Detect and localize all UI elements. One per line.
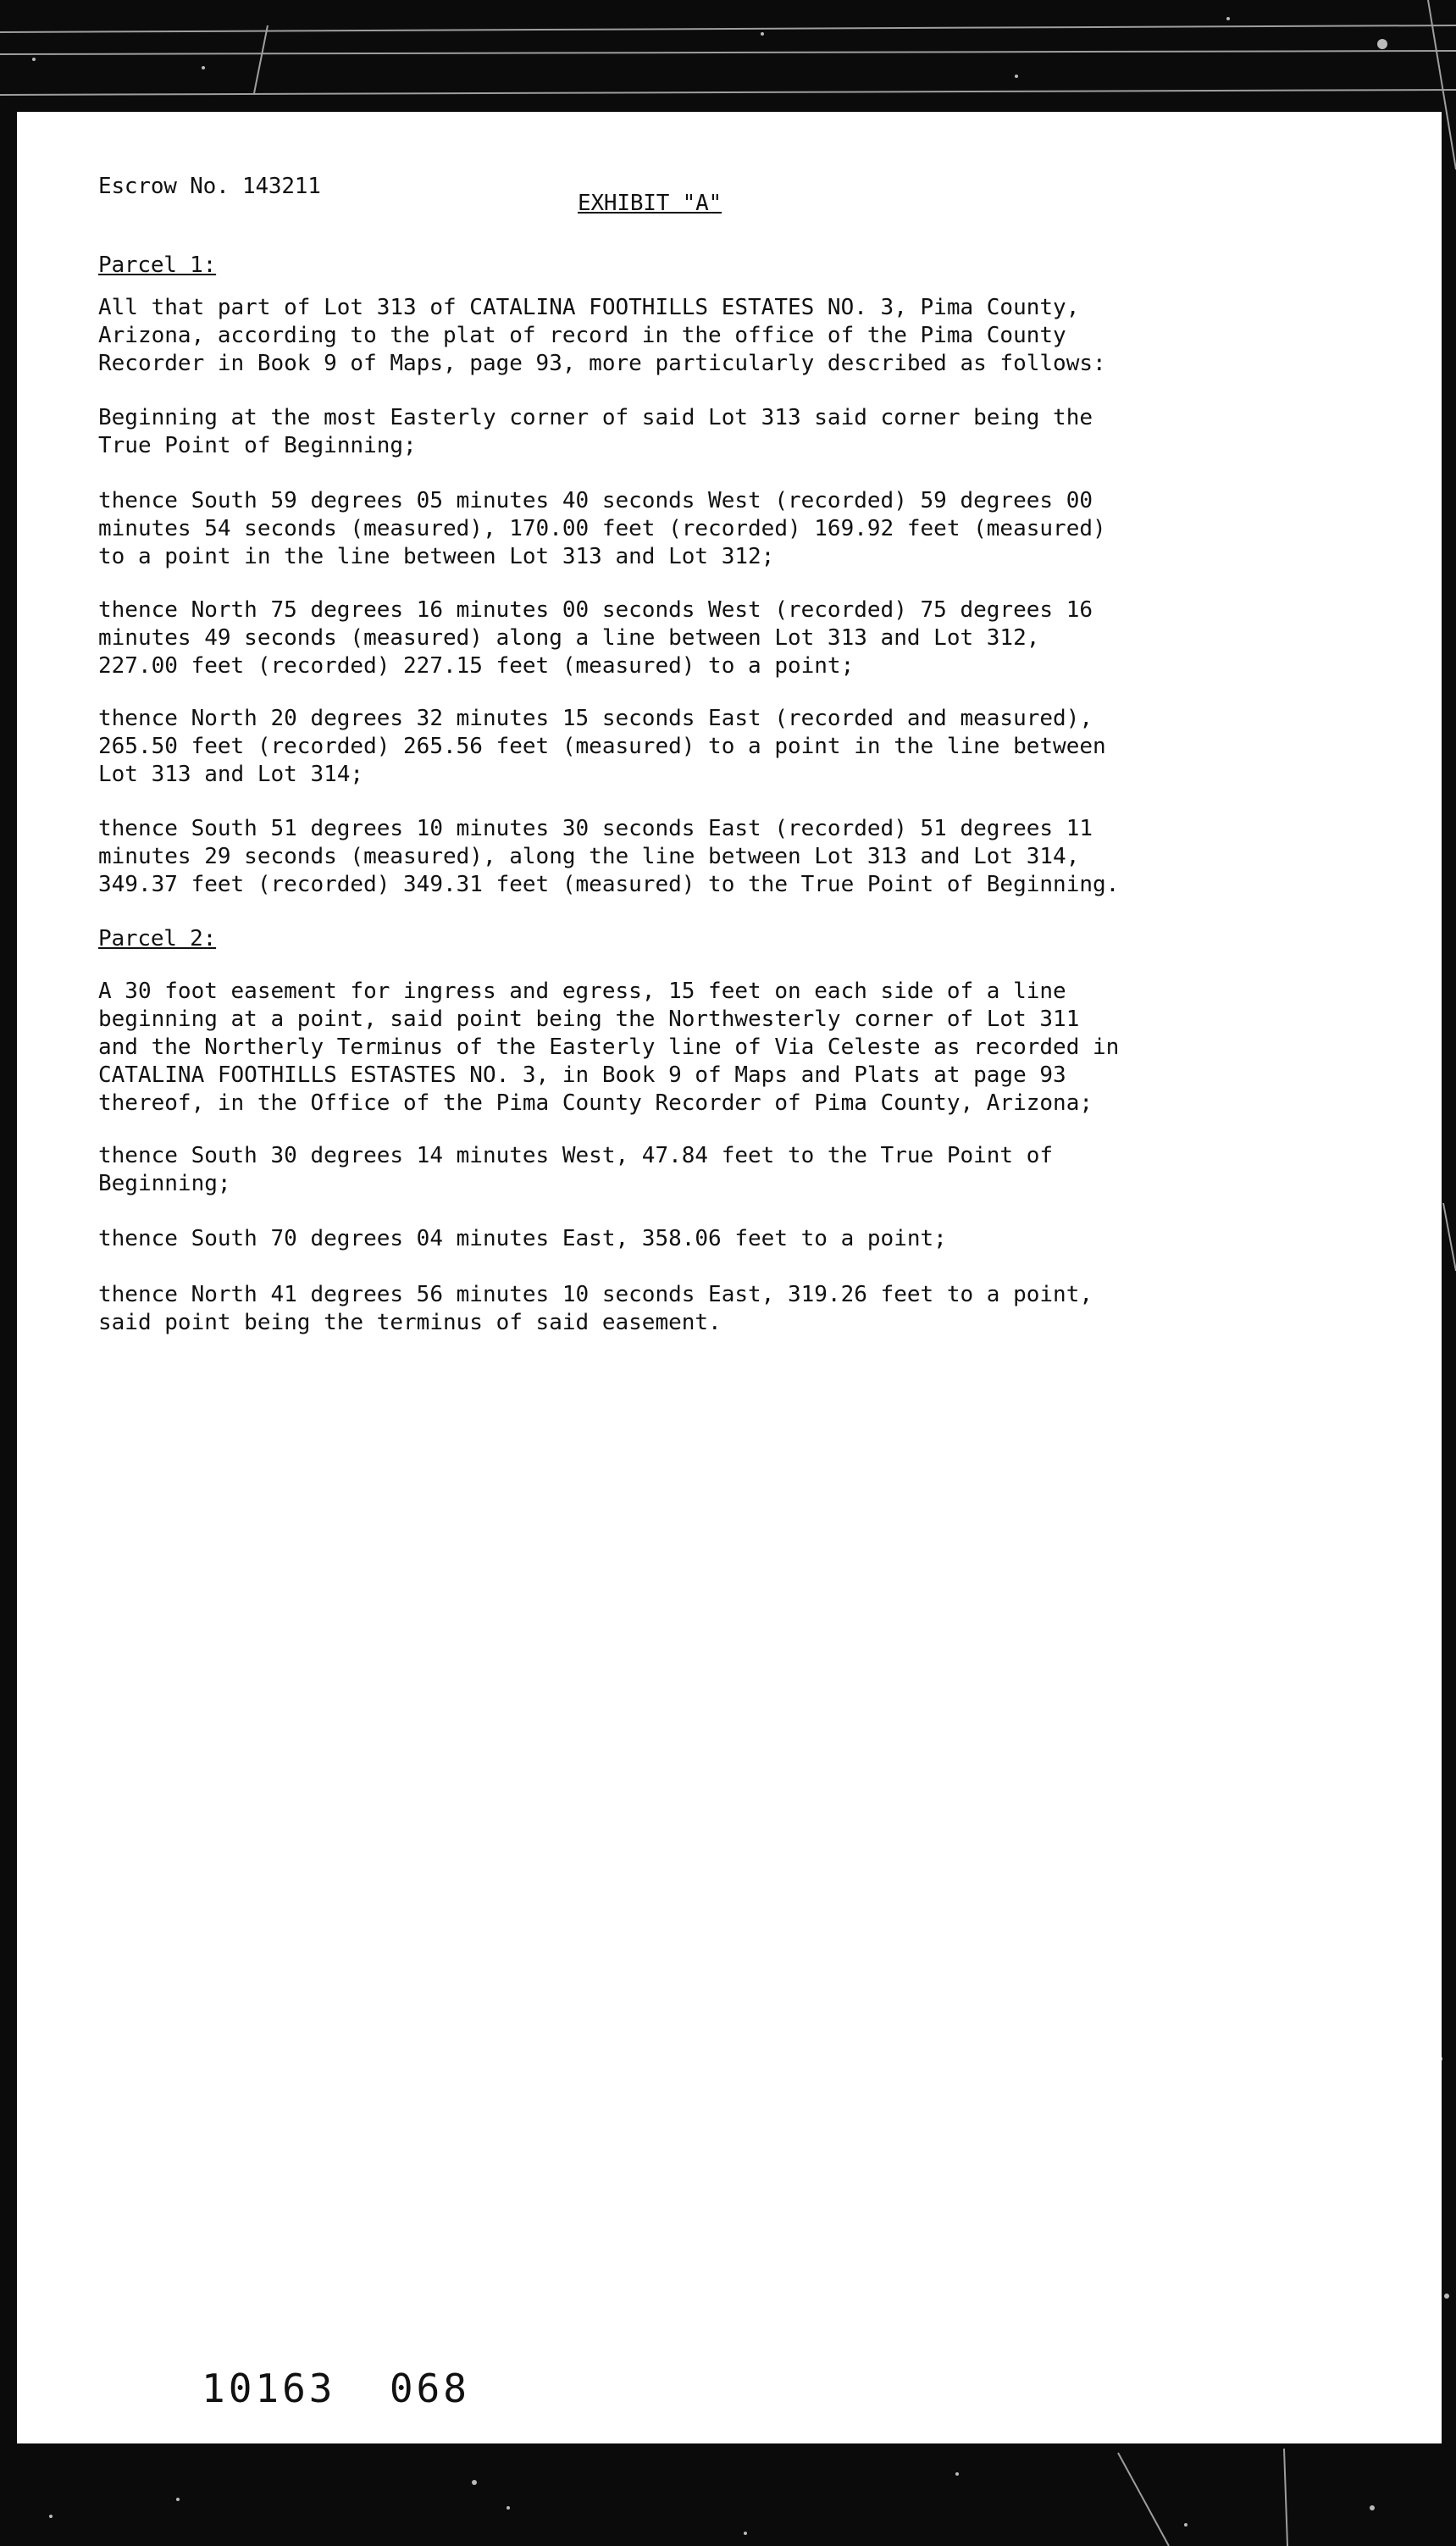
- parcel-2-paragraph-2: [98, 1142, 1225, 1198]
- text-line: to a point in the line between Lot 313 and Lot 312;: [98, 544, 775, 569]
- text-line: thereof, in the Office of the Pima County Recorder of Pima County, Arizona;: [98, 1090, 1093, 1116]
- text-line: Recorder in Book 9 of Maps, page 93, more particularly described as follows:: [98, 351, 1106, 376]
- text-line: True Point of Beginning;: [98, 433, 417, 458]
- text-line: said point being the terminus of said easement.: [98, 1310, 722, 1335]
- parcel-1-paragraph-4: [98, 596, 1225, 680]
- parcel-1-paragraph-6: [98, 815, 1225, 899]
- document-page: [17, 112, 1442, 2443]
- text-line: All that part of Lot 313 of CATALINA FOOTHILLS ESTATES NO. 3, Pima County,: [98, 295, 1080, 320]
- parcel-2-paragraph-1: [98, 978, 1225, 1118]
- text-line: 349.37 feet (recorded) 349.31 feet (measured) to the True Point of Beginning.: [98, 872, 1120, 897]
- text-line: Lot 313 and Lot 314;: [98, 762, 364, 787]
- text-line: Arizona, according to the plat of record in the office of the Pima County: [98, 323, 1066, 348]
- text-line: thence South 59 degrees 05 minutes 40 seconds West (recorded) 59 degrees 00: [98, 488, 1093, 513]
- parcel-2-paragraph-3: [98, 1225, 1225, 1253]
- text-line: 265.50 feet (recorded) 265.56 feet (measured) to a point in the line between: [98, 734, 1106, 759]
- text-line: thence North 41 degrees 56 minutes 10 seconds East, 319.26 feet to a point,: [98, 1282, 1093, 1307]
- parcel-1-paragraph-2: [98, 404, 1225, 460]
- parcel-1-heading: Parcel 1:: [98, 252, 217, 278]
- parcel-1-paragraph-3: [98, 487, 1225, 571]
- text-line: Beginning at the most Easterly corner of said Lot 313 said corner being the: [98, 405, 1093, 430]
- text-line: thence South 51 degrees 10 minutes 30 seconds East (recorded) 51 degrees 11: [98, 816, 1093, 841]
- parcel-2-heading: Parcel 2:: [98, 926, 217, 951]
- parcel-1-paragraph-1: [98, 294, 1225, 378]
- text-line: minutes 49 seconds (measured) along a line between Lot 313 and Lot 312,: [98, 625, 1040, 651]
- text-line: A 30 foot easement for ingress and egress, 15 feet on each side of a line: [98, 979, 1066, 1004]
- text-line: CATALINA FOOTHILLS ESTASTES NO. 3, in Book 9 of Maps and Plats at page 93: [98, 1062, 1066, 1088]
- text-line: thence North 75 degrees 16 minutes 00 seconds West (recorded) 75 degrees 16: [98, 597, 1093, 623]
- text-line: 227.00 feet (recorded) 227.15 feet (measured) to a point;: [98, 653, 855, 679]
- book-page-stamp: 10163 068: [202, 2366, 470, 2411]
- text-line: minutes 54 seconds (measured), 170.00 feet (recorded) 169.92 feet (measured): [98, 516, 1106, 541]
- parcel-2-paragraph-4: [98, 1281, 1225, 1337]
- text-line: thence North 20 degrees 32 minutes 15 seconds East (recorded and measured),: [98, 706, 1093, 731]
- text-line: Beginning;: [98, 1171, 231, 1196]
- text-line: thence South 70 degrees 04 minutes East, 358.06 feet to a point;: [98, 1226, 947, 1251]
- text-line: minutes 29 seconds (measured), along the line between Lot 313 and Lot 314,: [98, 844, 1080, 869]
- text-line: beginning at a point, said point being the Northwesterly corner of Lot 311: [98, 1007, 1080, 1032]
- escrow-number: Escrow No. 143211: [98, 174, 321, 199]
- text-line: thence South 30 degrees 14 minutes West, 47.84 feet to the True Point of: [98, 1143, 1054, 1168]
- exhibit-title: EXHIBIT "A": [578, 191, 722, 216]
- text-line: and the Northerly Terminus of the Easterly line of Via Celeste as recorded in: [98, 1034, 1120, 1060]
- parcel-1-paragraph-5: [98, 705, 1225, 789]
